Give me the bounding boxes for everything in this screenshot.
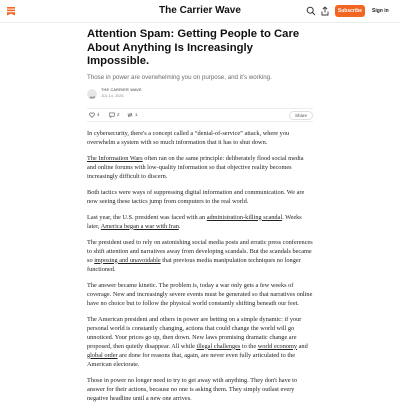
article-paragraph: [87, 238, 313, 274]
paragraph-text: Those in power no longer need to try to get away with anything. They don't have to answer for their actions, because no one is asking them. They simply outlast every negative headline until a new one arrives.: [87, 376, 297, 402]
avatar[interactable]: [87, 89, 97, 99]
article-paragraph: [87, 188, 313, 206]
article-paragraph: [87, 376, 313, 403]
restack-button[interactable]: [127, 112, 138, 118]
inline-link[interactable]: America began a war with Iran: [100, 222, 179, 230]
article-subtitle: Those in power are overwhelming you on purpose, and it's working.: [87, 73, 272, 81]
paragraph-text: and: [297, 342, 308, 350]
paragraph-text: are done for reasons that, again, are never even fully articulated to the American electorate.: [87, 351, 296, 368]
paragraph-text: often ran on the same principle: deliberately flood social media and online forums with low-quality information so that objective reality becomes increasingly difficult to discern.: [87, 154, 304, 180]
inline-link[interactable]: imposing and unavoidable: [94, 256, 161, 264]
paragraph-text: The American president and others in power are betting on a simple dynamic: if your personal world is constantly changing, actions that could change the world will go unnoticed. Your prices go up, then down. New laws promising dramatic change are proposed, then quietly disappear. All while: [87, 315, 302, 350]
paragraph-text: Last year, the U.S. president was faced with an: [87, 213, 207, 221]
inline-link[interactable]: illegal challenges: [196, 342, 241, 350]
subscribe-button[interactable]: Subscribe: [335, 5, 365, 17]
restack-icon: [127, 112, 133, 118]
paragraph-text: .: [178, 222, 181, 230]
paragraph-text: . Weeks later,: [87, 213, 302, 230]
share-button[interactable]: Share: [289, 111, 313, 120]
paragraph-text: Both tactics were ways of suppressing digital information and communication. We are now seeing these tactics jump from computers to the real world.: [87, 188, 305, 205]
paragraph-text: to the: [240, 342, 258, 350]
paragraph-text: In cybersecurity, there's a concept called a “denial-of-service” attack, where you overwhelm a system with so much information that it has to shut down.: [87, 129, 290, 146]
article-paragraph: [87, 129, 313, 147]
author-avatar-icon: [87, 92, 97, 99]
paragraph-text: The answer became kinetic. The problem is, today a war only gets a few weeks of coverage. New and increasingly severe events must be generated so that narratives online have no choice but to follow the physical world constantly shifting beneath our feet.: [87, 281, 313, 307]
comment-button[interactable]: [109, 112, 120, 118]
article-title: Attention Spam: Getting People to Care About Anything Is Increasingly Impossible.: [87, 28, 300, 67]
heart-icon: [89, 112, 95, 118]
inline-link[interactable]: world economy: [257, 342, 298, 350]
share-upload-icon[interactable]: [320, 6, 330, 16]
search-icon[interactable]: [306, 6, 316, 16]
byline: [87, 88, 313, 108]
paragraph-text: that previous media manipulation techniques no longer functioned.: [87, 256, 301, 273]
inline-link[interactable]: administration-killing scandal: [206, 213, 283, 221]
article-paragraph: [87, 213, 313, 231]
top-bar: [0, 0, 400, 23]
article-paragraph: [87, 281, 313, 308]
paragraph-text: The president used to rely on astonishing social media posts and erratic press conferences to shift attention and narratives away from developing scandals. But the scandals became so: [87, 238, 313, 264]
post-actions: [87, 108, 313, 122]
like-count: 4: [97, 112, 100, 117]
article-paragraph: [87, 154, 313, 181]
publish-date: JUL 14, 2025: [101, 93, 124, 98]
comment-count: 2: [117, 112, 120, 117]
article-paragraph: [87, 315, 313, 369]
author-name[interactable]: THE CARRIER WAVE: [101, 87, 142, 92]
article: [87, 28, 313, 410]
comment-icon: [109, 112, 115, 118]
like-button[interactable]: [89, 112, 100, 118]
article-body: [87, 129, 313, 403]
sign-in-button[interactable]: Sign in: [372, 8, 389, 14]
inline-link[interactable]: global order: [87, 351, 118, 359]
inline-link[interactable]: The Information Wars: [87, 154, 143, 162]
publication-title[interactable]: The Carrier Wave: [159, 5, 241, 16]
restack-count: 1: [135, 112, 138, 117]
